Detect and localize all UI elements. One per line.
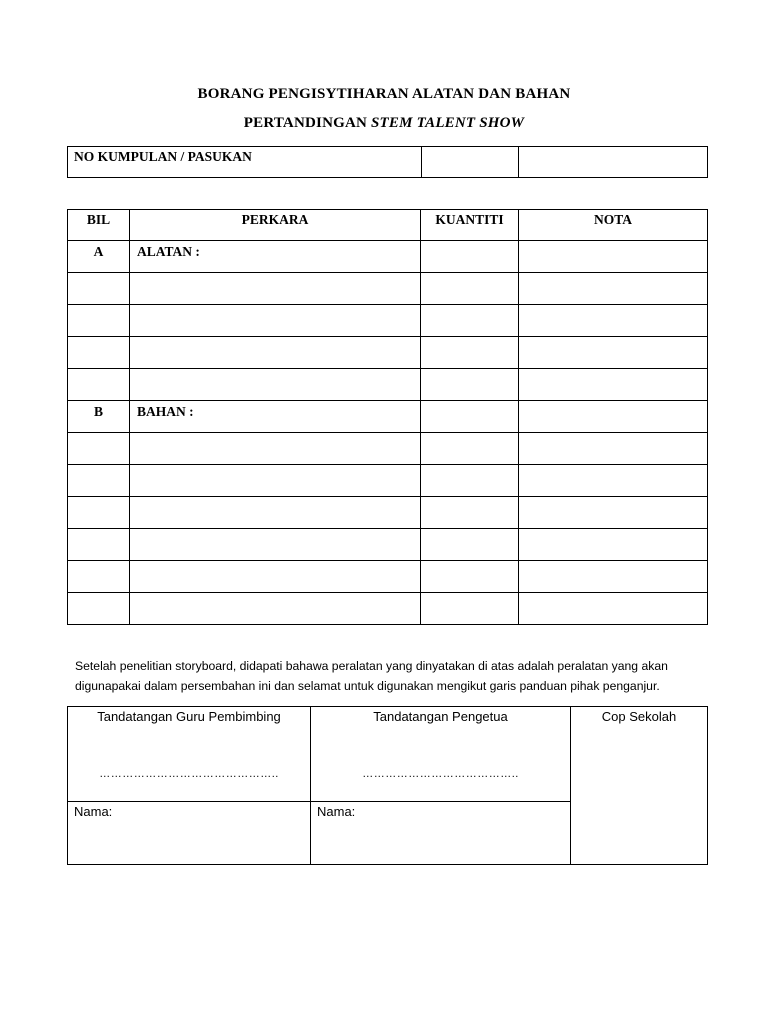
guru-nama-label: Nama:	[74, 804, 113, 819]
table-row	[68, 305, 708, 337]
table-cell[interactable]	[68, 561, 130, 593]
signature-table	[67, 706, 708, 865]
table-cell[interactable]	[68, 273, 130, 305]
table-cell[interactable]	[421, 433, 519, 465]
table-cell[interactable]	[130, 561, 421, 593]
table-cell[interactable]	[130, 465, 421, 497]
table-cell[interactable]	[130, 433, 421, 465]
table-cell[interactable]	[421, 401, 519, 433]
table-row	[68, 337, 708, 369]
pengetua-signature-cell[interactable]	[311, 707, 571, 802]
form-title: BORANG PENGISYTIHARAN ALATAN DAN BAHAN	[197, 86, 571, 102]
table-cell[interactable]	[130, 369, 421, 401]
table-cell[interactable]	[68, 497, 130, 529]
table-cell[interactable]	[519, 337, 708, 369]
table-cell[interactable]	[519, 497, 708, 529]
cop-sekolah-label: Cop Sekolah	[601, 709, 677, 724]
table-cell[interactable]	[519, 369, 708, 401]
table-row	[68, 561, 708, 593]
table-cell[interactable]	[130, 273, 421, 305]
items-body	[68, 241, 708, 625]
table-cell[interactable]	[519, 465, 708, 497]
table-cell[interactable]	[68, 369, 130, 401]
table-cell[interactable]	[421, 465, 519, 497]
guru-signature-label: Tandatangan Guru Pembimbing	[97, 709, 281, 724]
table-cell[interactable]	[130, 529, 421, 561]
table-cell[interactable]	[130, 593, 421, 625]
table-cell[interactable]	[130, 337, 421, 369]
table-cell[interactable]	[68, 433, 130, 465]
kumpulan-table	[67, 146, 708, 178]
pengetua-nama-label: Nama:	[317, 804, 356, 819]
table-cell[interactable]	[421, 337, 519, 369]
table-cell[interactable]	[68, 529, 130, 561]
table-row	[68, 593, 708, 625]
form-subtitle	[0, 115, 768, 132]
section-row-bahan	[68, 401, 708, 433]
table-cell[interactable]	[421, 593, 519, 625]
table-cell[interactable]	[519, 433, 708, 465]
section-a-label: ALATAN :	[130, 241, 421, 273]
kumpulan-field-1[interactable]	[422, 147, 519, 178]
header-bil: BIL	[68, 210, 130, 241]
table-cell[interactable]	[421, 497, 519, 529]
table-cell[interactable]	[519, 241, 708, 273]
table-row	[68, 497, 708, 529]
table-cell[interactable]	[519, 401, 708, 433]
pengetua-nama-field[interactable]	[311, 802, 571, 865]
guru-signature-line: ………………………………………..	[99, 768, 279, 780]
subtitle-prefix: PERTANDINGAN	[243, 115, 368, 131]
table-cell[interactable]	[421, 561, 519, 593]
subtitle-event-name: STEM TALENT SHOW	[370, 115, 525, 131]
table-cell[interactable]	[421, 529, 519, 561]
header-nota: NOTA	[519, 210, 708, 241]
pengetua-signature-line: …………………………………..	[362, 768, 519, 780]
table-cell[interactable]	[68, 593, 130, 625]
table-cell[interactable]	[421, 305, 519, 337]
table-row	[68, 465, 708, 497]
table-cell[interactable]	[519, 305, 708, 337]
header-kuantiti: KUANTITI	[421, 210, 519, 241]
table-cell[interactable]	[519, 593, 708, 625]
table-row	[68, 369, 708, 401]
header-perkara: PERKARA	[130, 210, 421, 241]
table-cell[interactable]	[519, 529, 708, 561]
pengetua-signature-label: Tandatangan Pengetua	[373, 709, 508, 724]
table-cell[interactable]	[68, 465, 130, 497]
table-cell[interactable]	[130, 497, 421, 529]
table-row	[68, 433, 708, 465]
guru-nama-field[interactable]	[68, 802, 311, 865]
table-cell[interactable]	[421, 273, 519, 305]
table-cell[interactable]	[519, 273, 708, 305]
cop-sekolah-cell[interactable]	[571, 707, 708, 865]
table-cell[interactable]	[519, 561, 708, 593]
section-row-alatan	[68, 241, 708, 273]
section-b-label: BAHAN :	[130, 401, 421, 433]
guru-signature-cell[interactable]	[68, 707, 311, 802]
kumpulan-label: NO KUMPULAN / PASUKAN	[68, 147, 422, 178]
table-cell[interactable]	[68, 337, 130, 369]
items-table	[67, 209, 708, 625]
kumpulan-field-2[interactable]	[519, 147, 708, 178]
table-cell[interactable]	[421, 241, 519, 273]
table-cell[interactable]	[68, 305, 130, 337]
section-b-bil: B	[68, 401, 130, 433]
table-row	[68, 273, 708, 305]
table-row	[68, 529, 708, 561]
declaration-statement: Setelah penelitian storyboard, didapati bahawa peralatan yang dinyatakan di atas adalah peralatan yang akan digunapakai dalam persembahan ini dan selamat untuk digunakan mengikut garis panduan pihak penganjur.	[75, 659, 668, 693]
section-a-bil: A	[68, 241, 130, 273]
table-cell[interactable]	[130, 305, 421, 337]
table-cell[interactable]	[421, 369, 519, 401]
